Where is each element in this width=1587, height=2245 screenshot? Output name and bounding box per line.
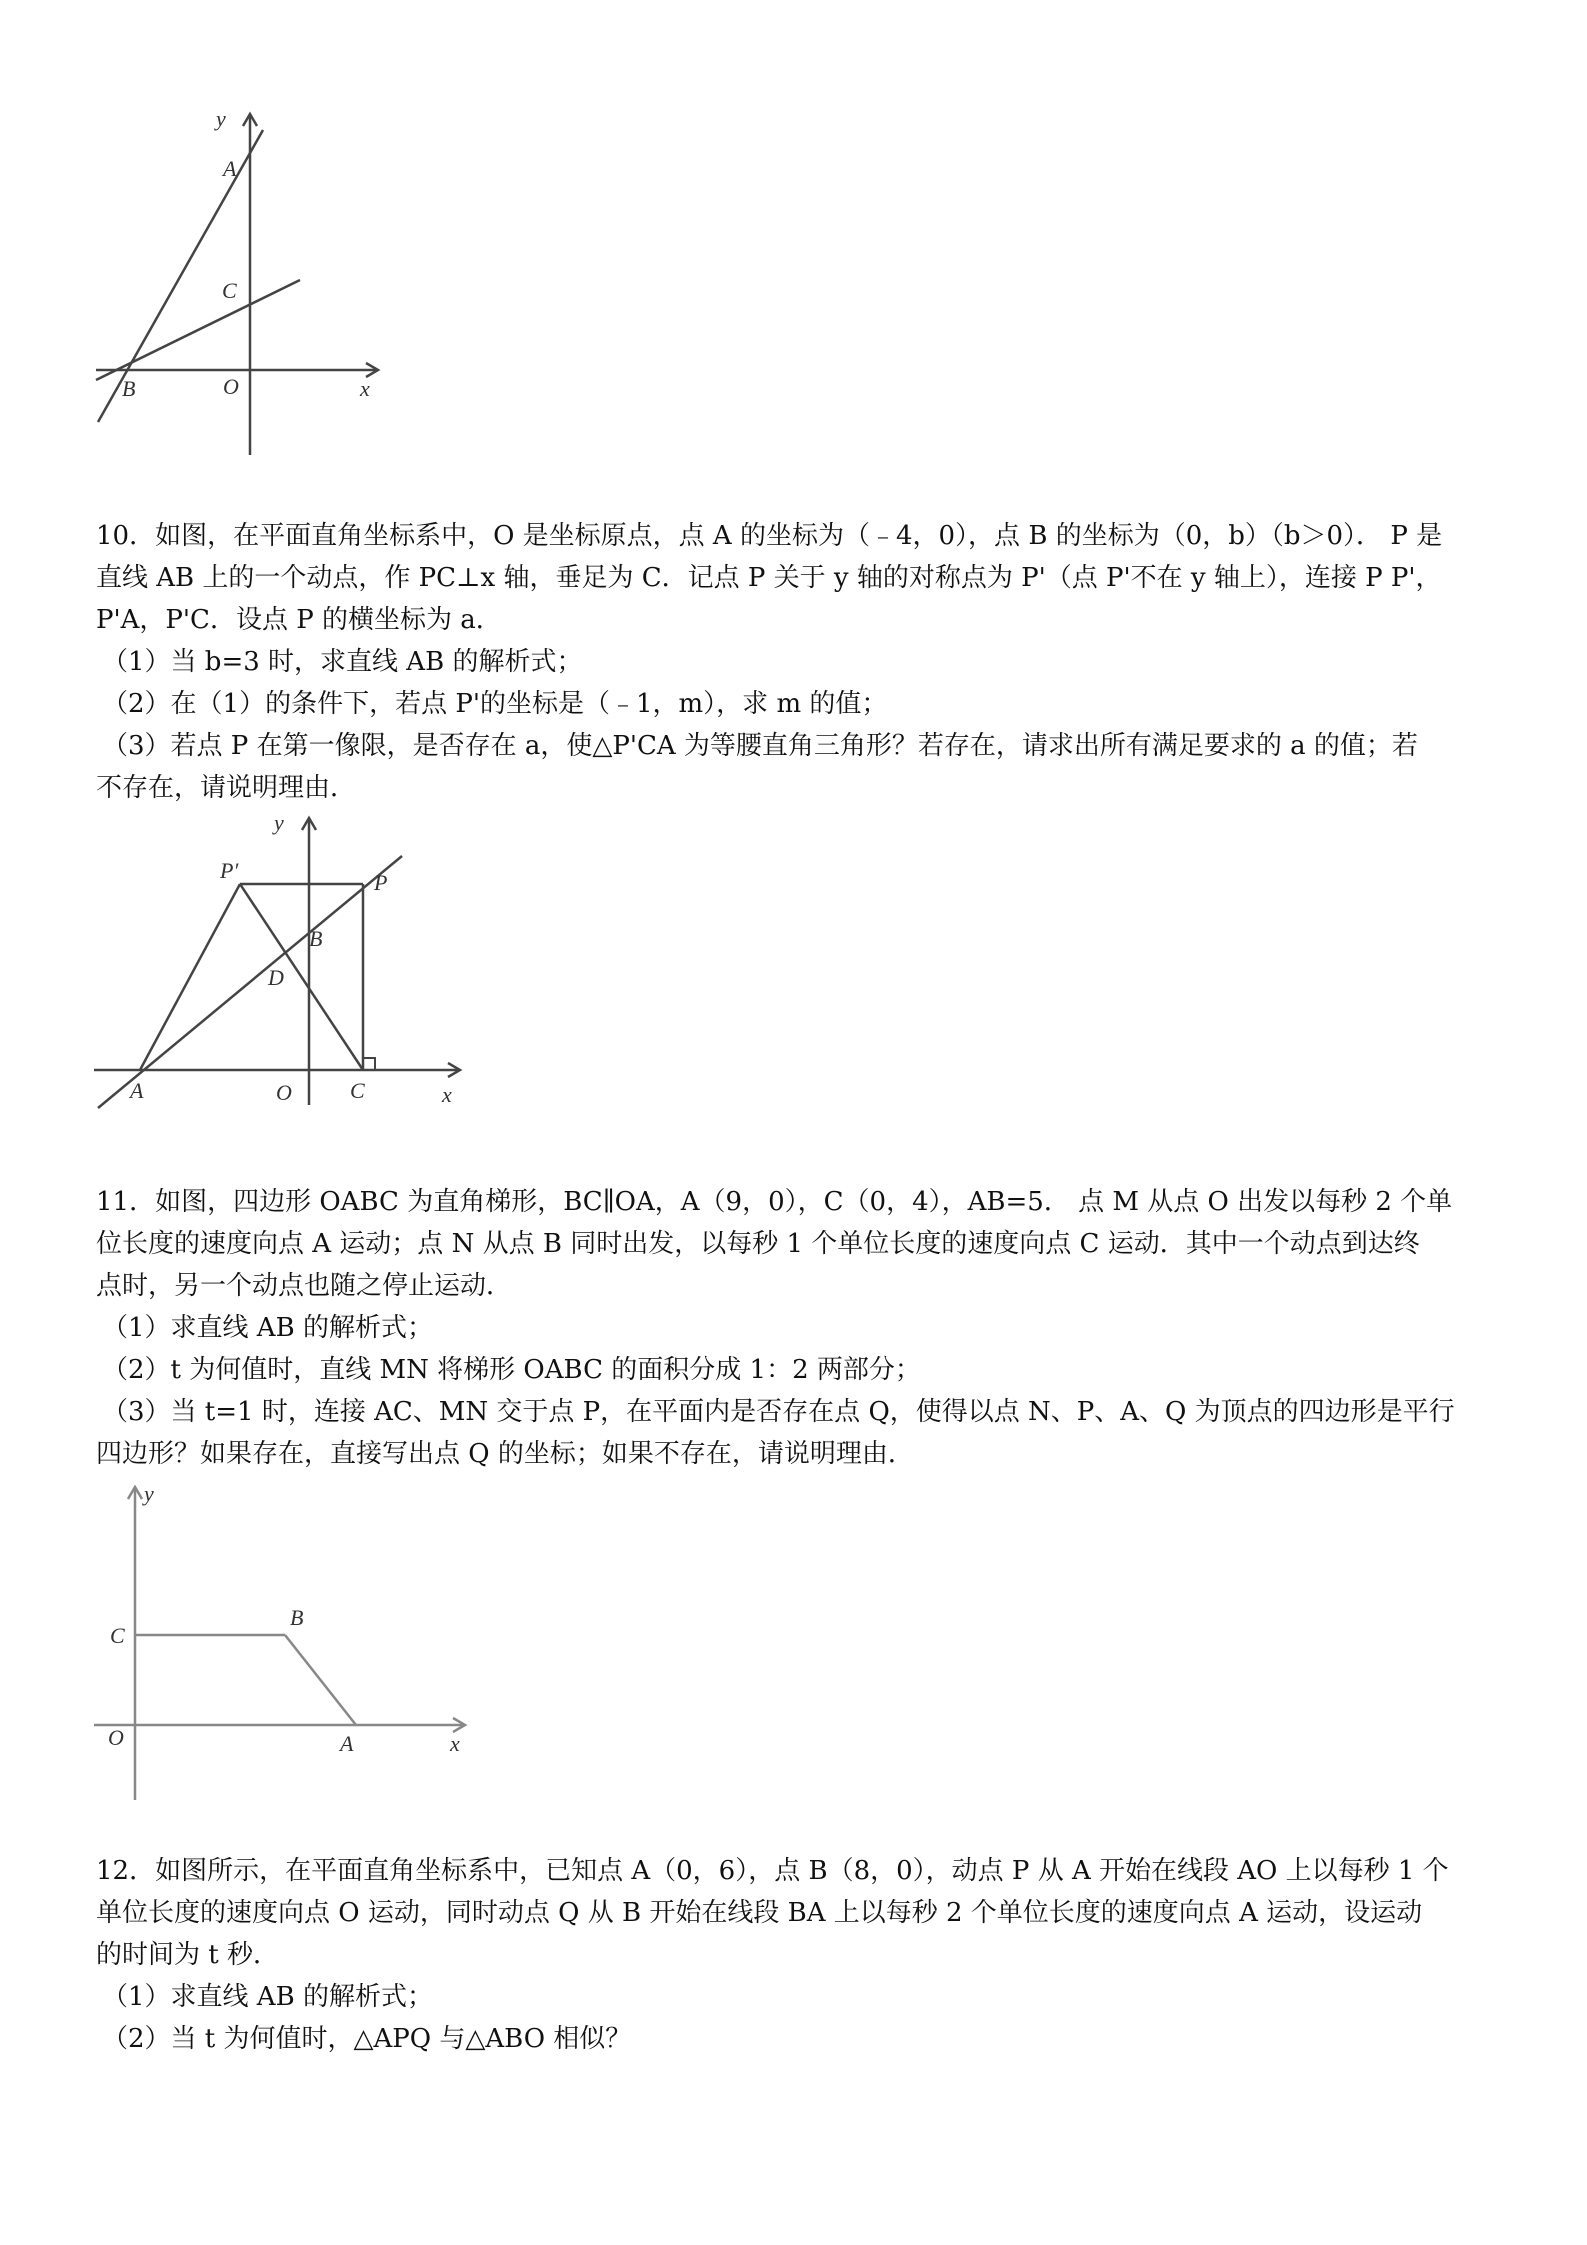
label-c: C — [110, 1623, 125, 1648]
right-angle-mark — [363, 1058, 375, 1070]
line-bc — [96, 280, 300, 380]
label-y: y — [216, 106, 226, 131]
label-a: A — [340, 1731, 354, 1756]
problem-12-line-2: 单位长度的速度向点 O 运动，同时动点 Q 从 B 开始在线段 BA 上以每秒 2 个单位长度的速度向点 A 运动，设运动 — [96, 1898, 1423, 1928]
figure-problem-11 — [80, 1475, 480, 1805]
label-x: x — [442, 1082, 452, 1107]
label-d: D — [268, 965, 284, 990]
problem-11-question-2: （2）t 为何值时，直线 MN 将梯形 OABC 的面积分成 1：2 两部分； — [102, 1355, 921, 1385]
problem-10-line-1: 10．如图，在平面直角坐标系中，O 是坐标原点，点 A 的坐标为（﹣4，0），点 B 的坐标为（0，b）（b＞0）． P 是 — [96, 521, 1443, 551]
segment-p-prime-c — [240, 884, 363, 1070]
label-b: B — [309, 926, 323, 951]
label-x: x — [450, 1731, 460, 1756]
segment-ba — [285, 1635, 356, 1725]
problem-11-line-1: 11．如图，四边形 OABC 为直角梯形，BC∥OA，A（9，0），C（0，4），AB=5． 点 M 从点 O 出发以每秒 2 个单 — [96, 1187, 1453, 1217]
label-o: O — [276, 1080, 292, 1105]
label-o: O — [108, 1725, 124, 1750]
problem-11-question-1: （1）求直线 AB 的解析式； — [102, 1313, 433, 1343]
problem-10-line-2: 直线 AB 上的一个动点，作 PC⊥x 轴，垂足为 C．记点 P 关于 y 轴的对称点为 P'（点 P'不在 y 轴上），连接 P P'， — [96, 563, 1442, 593]
segment-p-prime-a — [140, 884, 240, 1070]
label-c: C — [350, 1078, 365, 1103]
label-y: y — [274, 810, 284, 835]
label-a: A — [223, 156, 237, 181]
label-b: B — [290, 1605, 304, 1630]
problem-12-question-2: （2）当 t 为何值时，△APQ 与△ABO 相似？ — [102, 2024, 632, 2054]
problem-12-question-1: （1）求直线 AB 的解析式； — [102, 1982, 433, 2012]
problem-12 — [96, 1850, 1496, 2060]
problem-10-question-1: （1）当 b=3 时，求直线 AB 的解析式； — [102, 647, 583, 677]
problem-11-question-3b: 四边形？如果存在，直接写出点 Q 的坐标；如果不存在，请说明理由． — [96, 1439, 914, 1469]
problem-11-line-3: 点时，另一个动点也随之停止运动． — [96, 1271, 513, 1301]
label-a: A — [130, 1078, 144, 1103]
figure-1 — [80, 100, 400, 470]
figure-problem-10 — [80, 810, 480, 1115]
problem-10-question-3b: 不存在，请说明理由． — [96, 773, 357, 803]
label-x: x — [360, 376, 370, 401]
problem-12-line-1: 12．如图所示，在平面直角坐标系中，已知点 A（0，6），点 B（8，0），动点 P 从 A 开始在线段 AO 上以每秒 1 个 — [96, 1856, 1449, 1886]
label-b: B — [122, 376, 136, 401]
problem-10-question-3a: （3）若点 P 在第一像限，是否存在 a，使△P'CA 为等腰直角三角形？若存在，请求出所有满足要求的 a 的值；若 — [102, 731, 1418, 761]
problem-10 — [96, 515, 1496, 809]
problem-10-line-3: P'A，P'C．设点 P 的横坐标为 a． — [96, 605, 502, 635]
label-o: O — [223, 374, 239, 399]
problem-11 — [96, 1181, 1496, 1475]
problem-10-question-2: （2）在（1）的条件下，若点 P'的坐标是（﹣1，m），求 m 的值； — [102, 689, 888, 719]
problem-11-line-2: 位长度的速度向点 A 运动；点 N 从点 B 同时出发，以每秒 1 个单位长度的速度向点 C 运动．其中一个动点到达终 — [96, 1229, 1420, 1259]
problem-12-line-3: 的时间为 t 秒． — [96, 1940, 279, 1970]
label-c: C — [222, 278, 237, 303]
label-p-prime: P′ — [220, 858, 239, 883]
label-y: y — [144, 1481, 154, 1506]
problem-11-question-3a: （3）当 t=1 时，连接 AC、MN 交于点 P，在平面内是否存在点 Q，使得以点 N、P、A、Q 为顶点的四边形是平行 — [102, 1397, 1455, 1427]
label-p: P — [374, 870, 388, 895]
